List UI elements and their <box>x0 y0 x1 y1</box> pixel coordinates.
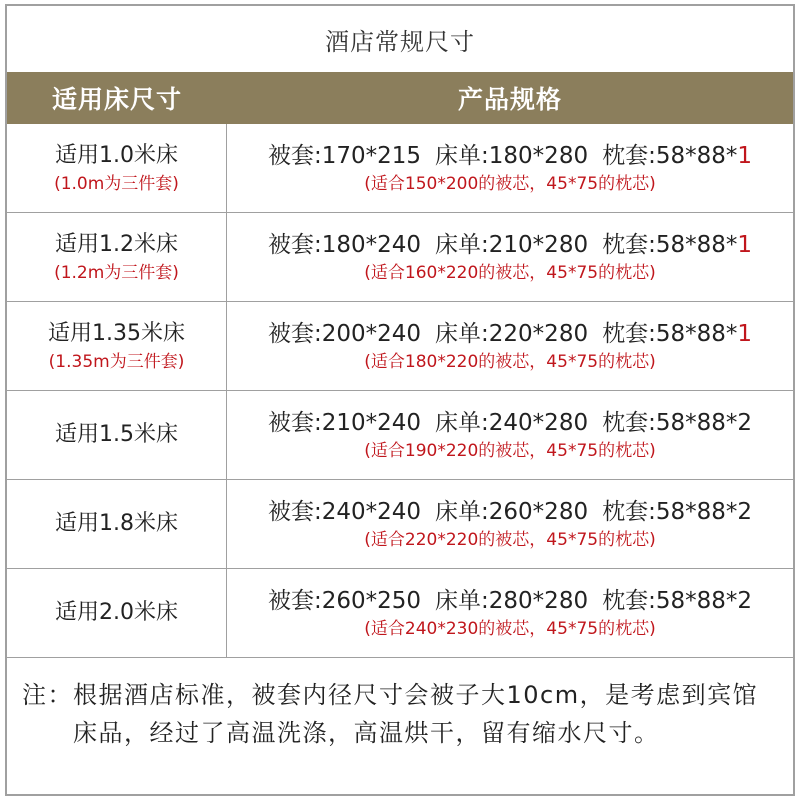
pillowcase-size <box>602 321 752 347</box>
sheet-size: 床单:180*280 <box>435 143 589 169</box>
spec-line <box>268 140 752 172</box>
bed-size-label: 适用1.2米床 <box>55 232 178 257</box>
pillowcase-size <box>602 232 752 258</box>
pillowcase-dimensions: 枕套:58*88* <box>602 321 738 347</box>
bed-size-cell <box>7 124 227 212</box>
duvet-cover-size: 被套:170*215 <box>267 143 422 169</box>
table-row <box>7 480 793 569</box>
fit-note: (适合160*220的被芯，45*75的枕芯) <box>364 263 656 283</box>
header-spec: 产品规格 <box>457 85 562 114</box>
bed-set-note: (1.0m为三件套) <box>54 174 179 194</box>
size-table <box>5 4 795 796</box>
footnote <box>7 658 793 752</box>
bed-size-label: 适用1.5米床 <box>55 422 178 447</box>
fit-note: (适合240*230的被芯，45*75的枕芯) <box>364 619 656 639</box>
fit-note: (适合150*200的被芯，45*75的枕芯) <box>364 174 656 194</box>
pillowcase-dimensions: 枕套:58*88* <box>602 499 738 525</box>
bed-size-label: 适用1.35米床 <box>48 321 185 346</box>
duvet-cover-size: 被套:210*240 <box>267 410 422 436</box>
pillowcase-dimensions: 枕套:58*88* <box>602 588 738 614</box>
pillowcase-count: 1 <box>737 232 753 258</box>
spec-line <box>268 229 752 261</box>
bed-size-label: 适用2.0米床 <box>55 600 178 625</box>
fit-note: (适合220*220的被芯，45*75的枕芯) <box>364 530 656 550</box>
spec-line <box>268 407 752 439</box>
header-bed-size: 适用床尺寸 <box>51 85 182 114</box>
spec-cell <box>227 391 793 479</box>
bed-set-note: (1.35m为三件套) <box>48 352 185 372</box>
spec-cell <box>227 569 793 657</box>
sheet-size: 床单:220*280 <box>435 321 589 347</box>
footnote-line-1: 注：根据酒店标准，被套内径尺寸会被子大10cm，是考虑到宾馆 <box>22 681 759 709</box>
spec-cell <box>227 302 793 390</box>
bed-size-cell <box>7 213 227 301</box>
bed-size-cell <box>7 391 227 479</box>
spec-cell <box>227 480 793 568</box>
pillowcase-dimensions: 枕套:58*88* <box>602 232 738 258</box>
pillowcase-count: 2 <box>737 410 753 436</box>
table-row <box>7 391 793 480</box>
sheet-size: 床单:240*280 <box>435 410 589 436</box>
spec-line <box>268 585 752 617</box>
bed-size-label: 适用1.0米床 <box>55 143 178 168</box>
sheet-size: 床单:260*280 <box>435 499 589 525</box>
pillowcase-count: 2 <box>737 499 753 525</box>
pillowcase-count: 1 <box>737 321 753 347</box>
pillowcase-size <box>602 588 752 614</box>
table-row <box>7 213 793 302</box>
page-title: 酒店常规尺寸 <box>325 27 475 56</box>
duvet-cover-size: 被套:180*240 <box>267 232 422 258</box>
pillowcase-size <box>602 410 752 436</box>
pillowcase-dimensions: 枕套:58*88* <box>602 410 738 436</box>
table-row <box>7 302 793 391</box>
pillowcase-count: 1 <box>737 143 753 169</box>
table-header <box>7 72 793 124</box>
spec-cell <box>227 213 793 301</box>
table-row <box>7 569 793 658</box>
duvet-cover-size: 被套:200*240 <box>267 321 422 347</box>
fit-note: (适合190*220的被芯，45*75的枕芯) <box>364 441 656 461</box>
pillowcase-count: 2 <box>737 588 753 614</box>
pillowcase-size <box>602 143 752 169</box>
sheet-size: 床单:280*280 <box>435 588 589 614</box>
table-row <box>7 124 793 213</box>
bed-set-note: (1.2m为三件套) <box>54 263 179 283</box>
pillowcase-dimensions: 枕套:58*88* <box>602 143 738 169</box>
spec-cell <box>227 124 793 212</box>
duvet-cover-size: 被套:260*250 <box>267 588 422 614</box>
bed-size-cell <box>7 302 227 390</box>
spec-line <box>268 318 752 350</box>
bed-size-cell <box>7 480 227 568</box>
pillowcase-size <box>602 499 752 525</box>
bed-size-cell <box>7 569 227 657</box>
duvet-cover-size: 被套:240*240 <box>267 499 422 525</box>
bed-size-label: 适用1.8米床 <box>55 511 178 536</box>
sheet-size: 床单:210*280 <box>435 232 589 258</box>
fit-note: (适合180*220的被芯，45*75的枕芯) <box>364 352 656 372</box>
spec-line <box>268 496 752 528</box>
footnote-line-2: 床品，经过了高温洗涤，高温烘干，留有缩水尺寸。 <box>73 719 660 747</box>
